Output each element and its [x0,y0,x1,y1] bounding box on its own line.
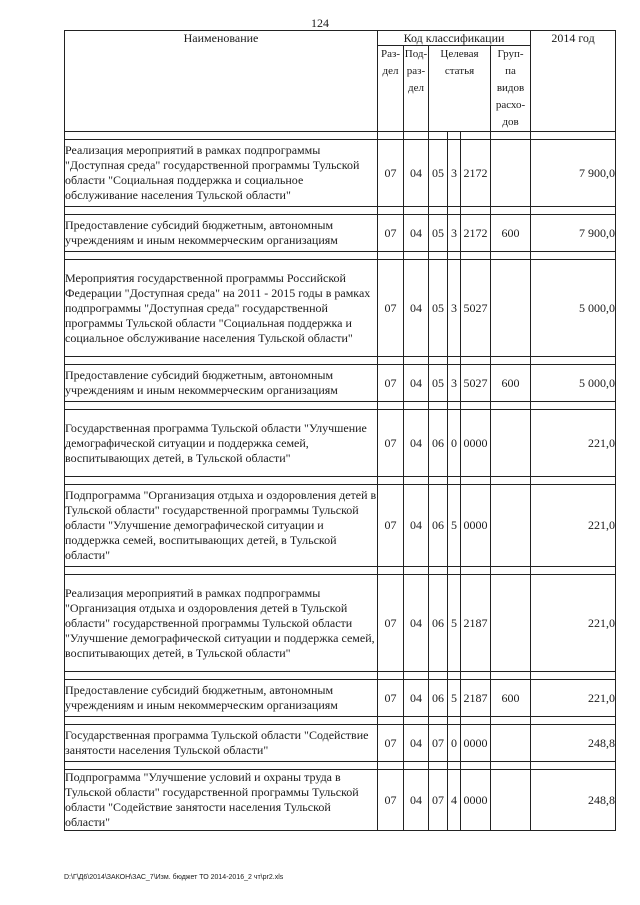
cell-razdel: 07 [378,365,404,402]
cell-amount: 5 000,0 [531,365,616,402]
cell-target-direction: 0000 [461,410,491,477]
cell-amount: 248,8 [531,770,616,831]
cell-target-direction: 0000 [461,485,491,567]
cell-expense-group [491,410,531,477]
row-spacer [65,762,616,770]
table-row [65,770,616,831]
cell-expense-group [491,260,531,357]
cell-target-subprogram: 3 [448,215,461,252]
table-row [65,140,616,207]
cell-target-program: 05 [429,365,448,402]
cell-name: Реализация мероприятий в рамках подпрограммы "Доступная среда" государственной программы Тульской области "Социальная поддержка и социальное обслуживание населения Тульской области" [65,140,378,207]
row-spacer [65,672,616,680]
cell-target-direction: 5027 [461,260,491,357]
cell-expense-group [491,140,531,207]
table-row [65,215,616,252]
cell-expense-group: 600 [491,365,531,402]
cell-target-program: 05 [429,260,448,357]
cell-target-subprogram: 3 [448,260,461,357]
cell-razdel: 07 [378,215,404,252]
cell-expense-group [491,725,531,762]
cell-target-program: 05 [429,140,448,207]
cell-name: Мероприятия государственной программы Российской Федерации "Доступная среда" на 2011 - 2015 годы в рамках подпрограммы "Доступная среда" государственной программы Тульской области "Социальная поддержка и социальное обслуживание населения Тульской области" [65,260,378,357]
cell-podrazdel: 04 [404,365,429,402]
header-name: Наименование [65,31,378,132]
cell-podrazdel: 04 [404,410,429,477]
cell-target-program: 06 [429,410,448,477]
cell-razdel: 07 [378,575,404,672]
cell-razdel: 07 [378,260,404,357]
cell-target-direction: 2172 [461,215,491,252]
table-row [65,365,616,402]
cell-podrazdel: 04 [404,680,429,717]
cell-target-program: 05 [429,215,448,252]
row-spacer [65,207,616,215]
cell-expense-group [491,575,531,672]
cell-razdel: 07 [378,140,404,207]
cell-razdel: 07 [378,725,404,762]
header-razdel: Раз- дел [378,46,404,132]
cell-target-subprogram: 3 [448,140,461,207]
cell-target-program: 06 [429,485,448,567]
cell-target-subprogram: 5 [448,680,461,717]
file-path-footer: D:\Г\Д6\2014\ЗАКОН\ЗАС_7\Изм. бюджет ТО 2014-2016_2 чт\pr2.xls [64,874,284,881]
cell-target-subprogram: 4 [448,770,461,831]
cell-name: Государственная программа Тульской области "Улучшение демографической ситуации и поддержка семей, воспитывающих детей, в Тульской области" [65,410,378,477]
cell-expense-group [491,485,531,567]
cell-target-subprogram: 0 [448,725,461,762]
table-body [65,132,616,831]
cell-amount: 7 900,0 [531,215,616,252]
cell-target-subprogram: 3 [448,365,461,402]
row-spacer [65,132,616,140]
cell-amount: 7 900,0 [531,140,616,207]
cell-amount: 221,0 [531,485,616,567]
cell-amount: 5 000,0 [531,260,616,357]
cell-target-direction: 0000 [461,725,491,762]
cell-name: Государственная программа Тульской области "Содействие занятости населения Тульской области" [65,725,378,762]
cell-podrazdel: 04 [404,770,429,831]
row-spacer [65,477,616,485]
cell-amount: 221,0 [531,410,616,477]
row-spacer [65,567,616,575]
header-year: 2014 год [531,31,616,132]
cell-target-program: 06 [429,575,448,672]
table-row [65,725,616,762]
cell-name: Подпрограмма "Организация отдыха и оздоровления детей в Тульской области" государственной программы Тульской области "Улучшение демографической ситуации и поддержка семей, воспитывающих детей, в Тульской области" [65,485,378,567]
cell-expense-group: 600 [491,680,531,717]
cell-podrazdel: 04 [404,725,429,762]
cell-podrazdel: 04 [404,260,429,357]
cell-target-program: 07 [429,725,448,762]
cell-target-direction: 2187 [461,680,491,717]
cell-razdel: 07 [378,410,404,477]
cell-name: Реализация мероприятий в рамках подпрограммы "Организация отдыха и оздоровления детей в Тульской области" государственной программы Тульской области "Улучшение демографической ситуации и поддержка семей, воспитывающих детей, в Тульской области" [65,575,378,672]
cell-name: Предоставление субсидий бюджетным, автономным учреждениям и иным некоммерческим организациям [65,215,378,252]
cell-amount: 248,8 [531,725,616,762]
cell-name: Подпрограмма "Улучшение условий и охраны труда в Тульской области" государственной программы Тульской области "Содействие занятости населения Тульской области" [65,770,378,831]
table-row [65,575,616,672]
cell-target-program: 06 [429,680,448,717]
table-row [65,260,616,357]
row-spacer [65,717,616,725]
cell-razdel: 07 [378,680,404,717]
cell-target-direction: 2172 [461,140,491,207]
budget-table [64,30,616,831]
header-target: Целевая статья [429,46,491,132]
cell-target-direction: 5027 [461,365,491,402]
cell-podrazdel: 04 [404,215,429,252]
cell-name: Предоставление субсидий бюджетным, автономным учреждениям и иным некоммерческим организациям [65,680,378,717]
cell-expense-group [491,770,531,831]
cell-podrazdel: 04 [404,575,429,672]
cell-name: Предоставление субсидий бюджетным, автономным учреждениям и иным некоммерческим организациям [65,365,378,402]
cell-razdel: 07 [378,485,404,567]
cell-target-subprogram: 5 [448,485,461,567]
header-group: Груп- па видов расхо- дов [491,46,531,132]
cell-target-direction: 0000 [461,770,491,831]
header-code: Код классификации [378,31,531,46]
cell-target-program: 07 [429,770,448,831]
table-row [65,485,616,567]
row-spacer [65,402,616,410]
cell-amount: 221,0 [531,680,616,717]
cell-podrazdel: 04 [404,140,429,207]
row-spacer [65,252,616,260]
row-spacer [65,357,616,365]
cell-target-subprogram: 0 [448,410,461,477]
cell-target-subprogram: 5 [448,575,461,672]
cell-razdel: 07 [378,770,404,831]
header-podrazdel: Под- раз- дел [404,46,429,132]
cell-target-direction: 2187 [461,575,491,672]
page-number: 124 [311,16,329,30]
cell-expense-group: 600 [491,215,531,252]
table-row [65,410,616,477]
table-row [65,680,616,717]
cell-podrazdel: 04 [404,485,429,567]
cell-amount: 221,0 [531,575,616,672]
